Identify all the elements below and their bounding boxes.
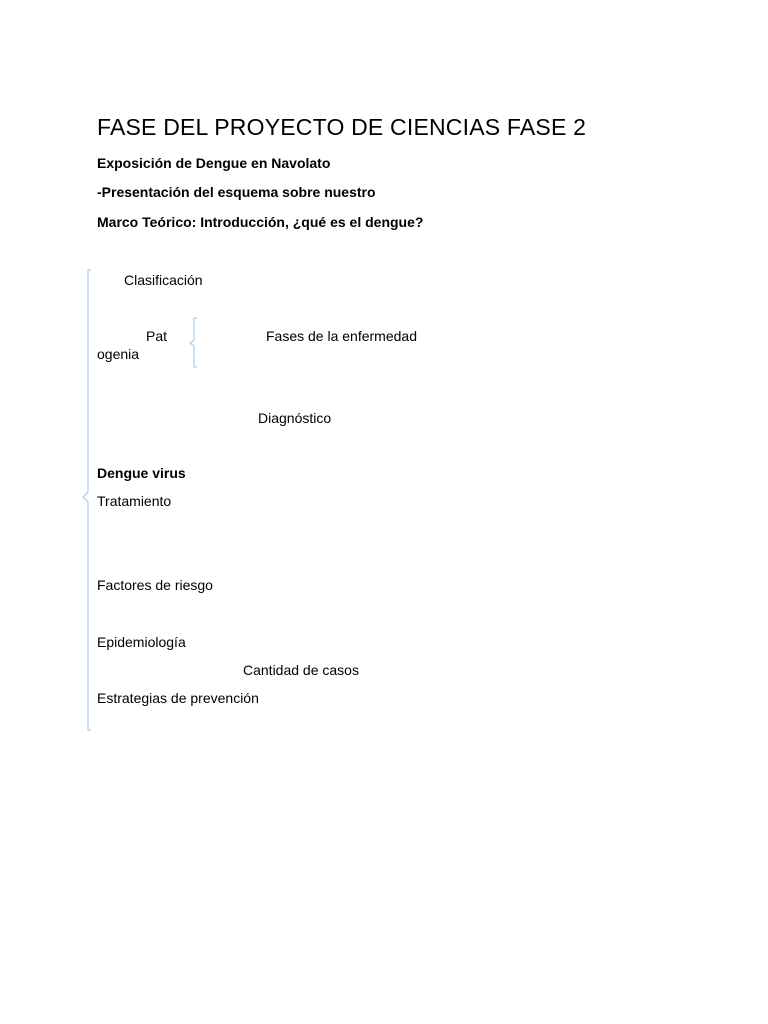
branch-diagnostico: Diagnóstico [258, 410, 332, 426]
diagram-root: Dengue virus [97, 465, 186, 481]
sub-branch-cantidad-casos: Cantidad de casos [243, 662, 359, 678]
sub-branch-fases: Fases de la enfermedad [266, 328, 417, 344]
subtitle-marco-teorico: Marco Teórico: Introducción, ¿qué es el dengue? [97, 214, 424, 230]
page-title: FASE DEL PROYECTO DE CIENCIAS FASE 2 [97, 114, 587, 140]
subtitle-presentacion: -Presentación del esquema sobre nuestro [97, 184, 376, 200]
branch-estrategias-prevencion: Estrategias de prevención [97, 690, 259, 706]
subtitle-exposicion: Exposición de Dengue en Navolato [97, 155, 331, 171]
branch-patogenia-part2: ogenia [97, 346, 140, 362]
main-bracket [83, 270, 91, 730]
branch-tratamiento: Tratamiento [97, 493, 172, 509]
branch-clasificacion: Clasificación [124, 272, 203, 288]
patogenia-bracket [190, 318, 197, 367]
branch-factores-riesgo: Factores de riesgo [97, 577, 213, 593]
branch-patogenia-part1: Pat [146, 328, 168, 344]
branch-epidemiologia: Epidemiología [97, 634, 186, 650]
